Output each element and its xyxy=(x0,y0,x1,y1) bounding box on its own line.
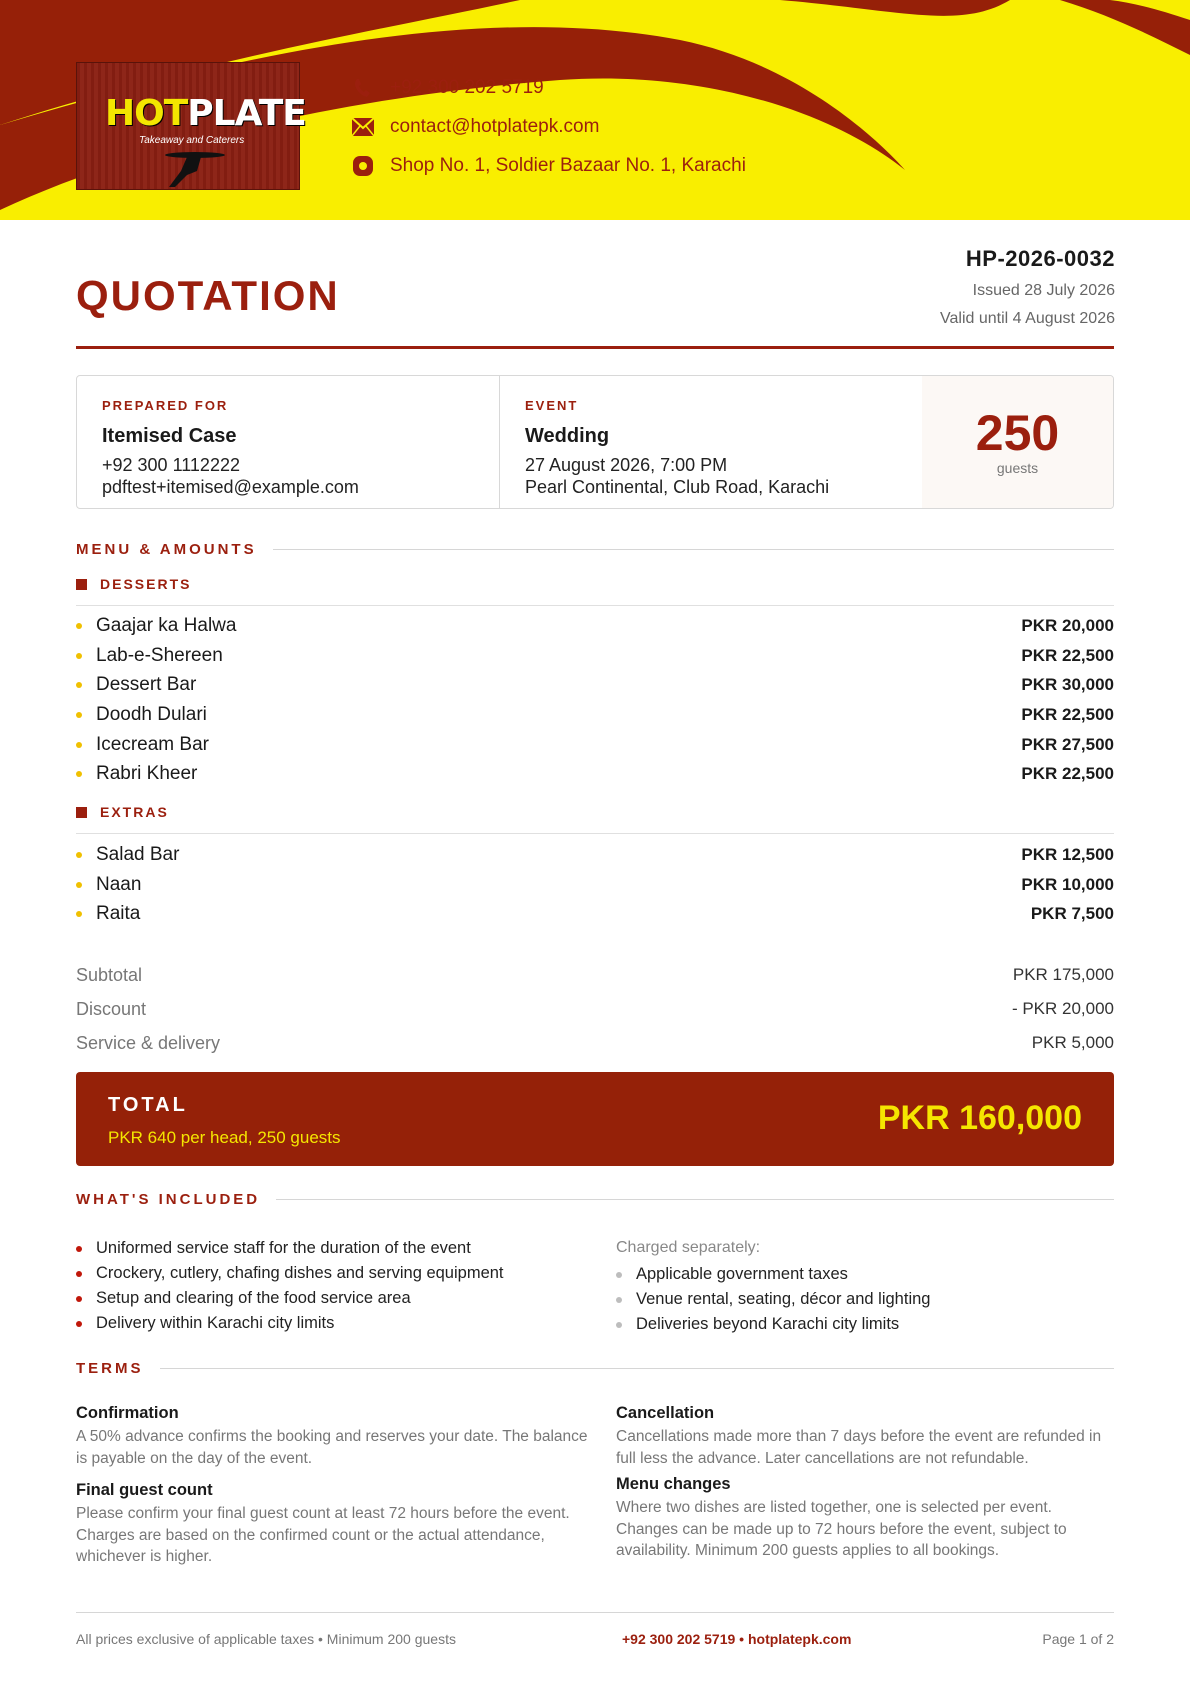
category-title: EXTRAS xyxy=(100,804,169,820)
section-divider xyxy=(273,549,1114,550)
category-marker xyxy=(76,579,87,590)
contact-email[interactable]: contact@hotplatepk.com xyxy=(390,115,600,137)
list-item xyxy=(76,899,1114,929)
terms-section-title: TERMS xyxy=(76,1360,144,1377)
term-body: Please confirm your final guest count at least 72 hours before the event. Charges are based on the confirmed count or the actual attendance, whichever is higher. xyxy=(76,1505,570,1565)
quotation-number: HP-2026-0032 xyxy=(965,246,1115,271)
subtotal-row xyxy=(76,958,1114,992)
item-price: PKR 20,000 xyxy=(1021,615,1114,635)
bullet-dot xyxy=(76,682,82,688)
menu-section-header xyxy=(76,541,1114,558)
category-title: DESSERTS xyxy=(100,576,192,592)
event-label: EVENT xyxy=(525,398,579,413)
title-divider xyxy=(76,346,1114,349)
included-lists xyxy=(76,1236,1114,1337)
terms-section-header xyxy=(76,1360,1114,1377)
list-item: Delivery within Karachi city limits xyxy=(76,1311,616,1336)
per-head-note: PKR 640 per head, 250 guests xyxy=(108,1128,341,1147)
term-heading: Menu changes xyxy=(616,1475,731,1493)
category-marker xyxy=(76,807,87,818)
term-heading: Cancellation xyxy=(616,1404,715,1422)
service-label: Service & delivery xyxy=(76,1032,221,1053)
term-final-guest-count xyxy=(76,1481,596,1568)
list-item: Uniformed service staff for the duration of the event xyxy=(76,1236,616,1261)
logo-wordmark: HOTPLATE xyxy=(105,93,306,134)
discount-value: - PKR 20,000 xyxy=(1011,999,1114,1018)
item-price: PKR 30,000 xyxy=(1021,675,1114,695)
guest-count-label: guests xyxy=(996,460,1039,476)
list-item: Venue rental, seating, décor and lighting xyxy=(616,1287,1114,1312)
bullet-dot xyxy=(616,1272,622,1278)
service-row xyxy=(76,1026,1114,1060)
page-number: Page 1 of 2 xyxy=(1042,1631,1114,1647)
included-section-title: WHAT'S INCLUDED xyxy=(76,1191,261,1208)
term-body: Where two dishes are listed together, one is selected per event. Changes can be made up to 72 hours before the event, subject to availability. Minimum 200 guests applies to all bookings. xyxy=(616,1499,1067,1559)
item-price: PKR 10,000 xyxy=(1021,874,1114,894)
discount-label: Discount xyxy=(76,998,147,1019)
bullet-dot xyxy=(76,653,82,659)
prepared-for-panel xyxy=(77,376,500,508)
category-divider xyxy=(76,833,1114,834)
total-banner xyxy=(76,1072,1114,1166)
item-name: Raita xyxy=(96,903,141,925)
service-value: PKR 5,000 xyxy=(1031,1033,1114,1052)
bullet-dot xyxy=(76,1296,82,1302)
category-header-desserts xyxy=(76,574,1114,606)
discount-row xyxy=(76,992,1114,1026)
section-divider xyxy=(276,1199,1114,1200)
prepared-for-label: PREPARED FOR xyxy=(102,398,229,413)
bullet-dot xyxy=(76,1246,82,1252)
list-item xyxy=(76,670,1114,700)
contact-address-row xyxy=(352,146,746,185)
list-item xyxy=(76,700,1114,730)
list-item: Deliveries beyond Karachi city limits xyxy=(616,1312,1114,1337)
contact-address: Shop No. 1, Soldier Bazaar No. 1, Karachi xyxy=(390,154,746,176)
term-body: A 50% advance confirms the booking and reserves your date. The balance is payable on the day of the event. xyxy=(76,1428,588,1467)
guest-count: 250 xyxy=(975,405,1060,461)
price-summary xyxy=(76,958,1114,1060)
subtotal-label: Subtotal xyxy=(76,964,143,985)
category-header-extras xyxy=(76,802,1114,834)
company-logo xyxy=(76,62,306,190)
list-item xyxy=(76,730,1114,760)
client-email: pdftest+itemised@example.com xyxy=(102,477,359,497)
item-price: PKR 7,500 xyxy=(1030,904,1114,924)
term-heading: Confirmation xyxy=(76,1404,179,1422)
contact-phone[interactable]: +92 300 202 5719 xyxy=(390,76,544,98)
list-item: Setup and clearing of the food service area xyxy=(76,1286,616,1311)
footer-note: All prices exclusive of applicable taxes • Minimum 200 guests xyxy=(76,1631,456,1647)
event-datetime: 27 August 2026, 7:00 PM xyxy=(525,455,728,475)
item-name: Doodh Dulari xyxy=(96,703,207,725)
client-phone: +92 300 1112222 xyxy=(102,455,240,475)
serving-hand-icon xyxy=(157,149,227,189)
bullet-dot xyxy=(616,1297,622,1303)
charged-separately-label: Charged separately: xyxy=(616,1239,761,1256)
list-item xyxy=(76,641,1114,671)
client-event-card xyxy=(76,375,1114,509)
item-name: Gaajar ka Halwa xyxy=(96,614,237,636)
bullet-dot xyxy=(76,623,82,629)
valid-until-date: Valid until 4 August 2026 xyxy=(940,310,1115,327)
event-venue: Pearl Continental, Club Road, Karachi xyxy=(525,477,830,497)
item-name: Rabri Kheer xyxy=(96,763,198,785)
logo-tagline: Takeaway and Caterers xyxy=(139,135,245,146)
category-divider xyxy=(76,605,1114,606)
included-list xyxy=(76,1236,616,1337)
envelope-icon xyxy=(352,116,374,138)
subtotal-value: PKR 175,000 xyxy=(1012,965,1114,984)
footer-contact[interactable]: +92 300 202 5719 • hotplatepk.com xyxy=(622,1631,852,1647)
event-type: Wedding xyxy=(525,425,610,447)
item-name: Dessert Bar xyxy=(96,674,197,696)
list-item: Crockery, cutlery, chafing dishes and serving equipment xyxy=(76,1261,616,1286)
list-item xyxy=(76,840,1114,870)
terms-column-right xyxy=(616,1404,1114,1580)
list-item xyxy=(76,870,1114,900)
bullet-dot xyxy=(76,1271,82,1277)
location-icon xyxy=(352,155,374,177)
extras-item-list xyxy=(76,840,1114,929)
bullet-dot xyxy=(76,742,82,748)
term-confirmation xyxy=(76,1404,596,1469)
header-banner xyxy=(0,0,1190,220)
list-item: Applicable government taxes xyxy=(616,1262,1114,1287)
item-price: PKR 12,500 xyxy=(1021,844,1114,864)
terms-content xyxy=(76,1404,1114,1580)
terms-column-left xyxy=(76,1404,616,1580)
term-menu-changes xyxy=(616,1475,1114,1562)
phone-icon xyxy=(352,77,374,99)
contact-phone-row xyxy=(352,68,746,107)
item-name: Naan xyxy=(96,873,142,895)
item-price: PKR 22,500 xyxy=(1021,764,1114,784)
event-panel xyxy=(500,376,922,508)
bullet-dot xyxy=(76,911,82,917)
issued-date: Issued 28 July 2026 xyxy=(972,282,1115,299)
guest-count-panel xyxy=(922,376,1113,508)
bullet-dot xyxy=(76,771,82,777)
term-heading: Final guest count xyxy=(76,1481,213,1499)
list-item xyxy=(76,611,1114,641)
menu-section-title: MENU & AMOUNTS xyxy=(76,541,257,558)
bullet-dot xyxy=(76,882,82,888)
bullet-dot xyxy=(76,1321,82,1327)
client-name: Itemised Case xyxy=(102,425,237,447)
charged-separately-list xyxy=(616,1236,1114,1337)
contact-details xyxy=(352,68,746,185)
item-price: PKR 22,500 xyxy=(1021,704,1114,724)
item-price: PKR 22,500 xyxy=(1021,645,1114,665)
bullet-dot xyxy=(76,712,82,718)
item-name: Lab-e-Shereen xyxy=(96,644,223,666)
desserts-item-list xyxy=(76,611,1114,789)
item-name: Icecream Bar xyxy=(96,733,209,755)
term-body: Cancellations made more than 7 days before the event are refunded in full less the advance. Later cancellations are not refundable. xyxy=(616,1428,1102,1467)
total-label: TOTAL xyxy=(108,1094,188,1116)
document-title: QUOTATION xyxy=(76,272,340,319)
included-section-header xyxy=(76,1191,1114,1208)
list-item xyxy=(76,759,1114,789)
bullet-dot xyxy=(616,1322,622,1328)
footer-divider xyxy=(76,1612,1114,1613)
item-name: Salad Bar xyxy=(96,843,180,865)
bullet-dot xyxy=(76,852,82,858)
item-price: PKR 27,500 xyxy=(1021,734,1114,754)
total-amount: PKR 160,000 xyxy=(877,1099,1082,1137)
section-divider xyxy=(160,1368,1115,1369)
contact-email-row xyxy=(352,107,746,146)
term-cancellation xyxy=(616,1404,1114,1469)
